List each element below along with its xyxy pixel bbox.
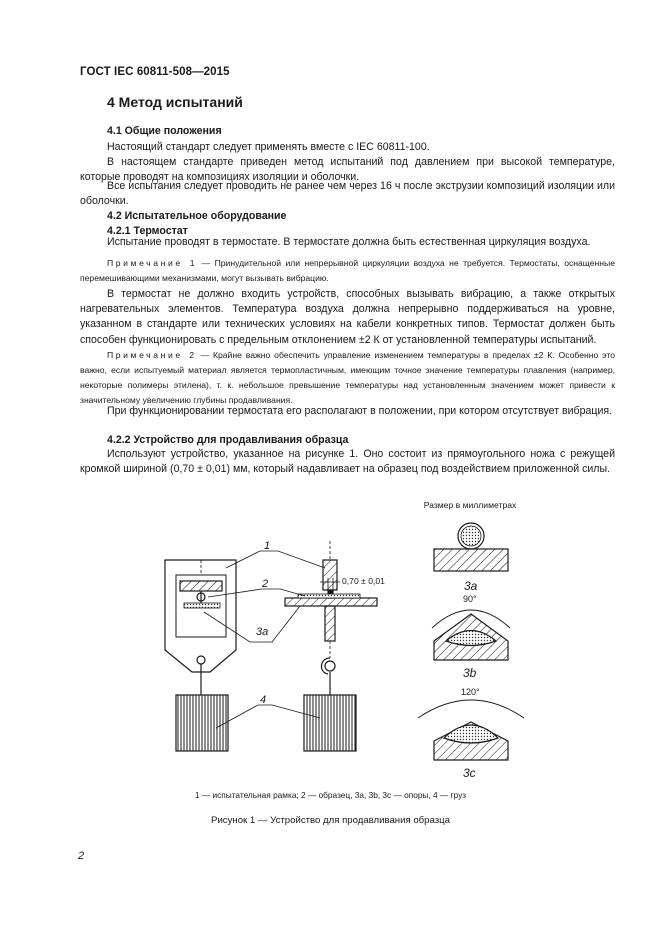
variant-3c-label: 3c — [463, 766, 476, 780]
support-variant-3b — [432, 610, 510, 660]
figure-caption: Рисунок 1 — Устройство для продавливания образца — [211, 815, 450, 826]
support-variant-3a — [434, 523, 508, 571]
angle-90-label: 90° — [463, 594, 477, 604]
support-variant-3c — [418, 700, 524, 760]
figure-legend: 1 — испытательная рамка; 2 — образец, 3а, 3b, 3с — опоры, 4 — груз — [194, 790, 467, 800]
heading-4-2: 4.2 Испытательное оборудование — [107, 210, 287, 222]
callout-4: 4 — [260, 694, 267, 706]
paragraph: Все испытания следует проводить не ранее чем через 16 ч после экструзии композиций изоляции или оболочки. — [80, 180, 615, 208]
dimension-label: 0,70 ± 0,01 — [342, 576, 385, 586]
variant-3a-label: 3a — [464, 579, 478, 593]
paragraph: В настоящем стандарте приведен метод испытаний под давлением при высокой температуре, которые проводят на композициях изоляции и оболочки. — [80, 156, 615, 184]
paragraph: В термостат не должно входить устройств, способных вызывать вибрацию, а также открытых нагревательных элементов. Температура воздуха должна непрерывно поддерживаться на уровне, указанном в стандарте или технических условиях на кабели конкретных типов. Термостат должен быть способен функционировать с предельным отклонением ±2 К от установленной температуры испытаний. — [80, 288, 615, 346]
figure-units-note: Размер в миллиметрах — [423, 500, 517, 510]
heading-4-1: 4.1 Общие положения — [107, 125, 222, 137]
weight-right — [304, 695, 356, 751]
angle-120-label: 120° — [461, 687, 480, 697]
standard-header: ГОСТ IEC 60811-508—2015 — [80, 66, 230, 78]
section-title: 4 Метод испытаний — [107, 94, 243, 110]
paragraph: При функционировании термостата его располагают в положении, при котором отсутствует вибрация. — [107, 405, 613, 417]
note-label: Примечание 2 — [107, 350, 197, 360]
callout-3a: 3а — [256, 626, 269, 638]
callout-2: 2 — [262, 578, 269, 590]
weight-left — [176, 695, 228, 751]
heading-4-2-2: 4.2.2 Устройство для продавливания образца — [107, 434, 349, 446]
note-text: — Принудительной или непрерывной циркуляции воздуха не требуется. Термостаты, оснащенные перемешивающими механизмами, могут вызывать вибрацию. — [80, 258, 615, 283]
variant-3b-label: 3b — [463, 666, 477, 680]
note-label: Примечание 1 — [107, 258, 198, 268]
indenter-assembly — [285, 541, 377, 695]
paragraph: Испытание проводят в термостате. В термостате должна быть естественная циркуляция воздуха. — [107, 236, 591, 248]
note-text: — Крайне важно обеспечить управление изменением температуры в пределах ±2 К. Особенно это важно, если испытуемый материал является термопластичным, имеющим точное значение температуры плавления (например, некоторые полимеры этилена), т. к. небольшое превышение температуры над установленным значением может привести к значительному увеличению глубины продавливания. — [80, 350, 615, 405]
paragraph: Настоящий стандарт следует применять вместе с IEC 60811-100. — [107, 141, 430, 153]
callout-1: 1 — [264, 540, 271, 552]
paragraph: Используют устройство, указанное на рисунке 1. Оно состоит из прямоугольного ножа с режущей кромкой шириной (0,70 ± 0,01) мм, который надавливает на образец под воздействием приложенной силы. — [80, 448, 615, 476]
heading-4-2-1: 4.2.1 Термостат — [107, 225, 188, 237]
test-frame — [165, 560, 236, 695]
page-number: 2 — [78, 850, 85, 862]
